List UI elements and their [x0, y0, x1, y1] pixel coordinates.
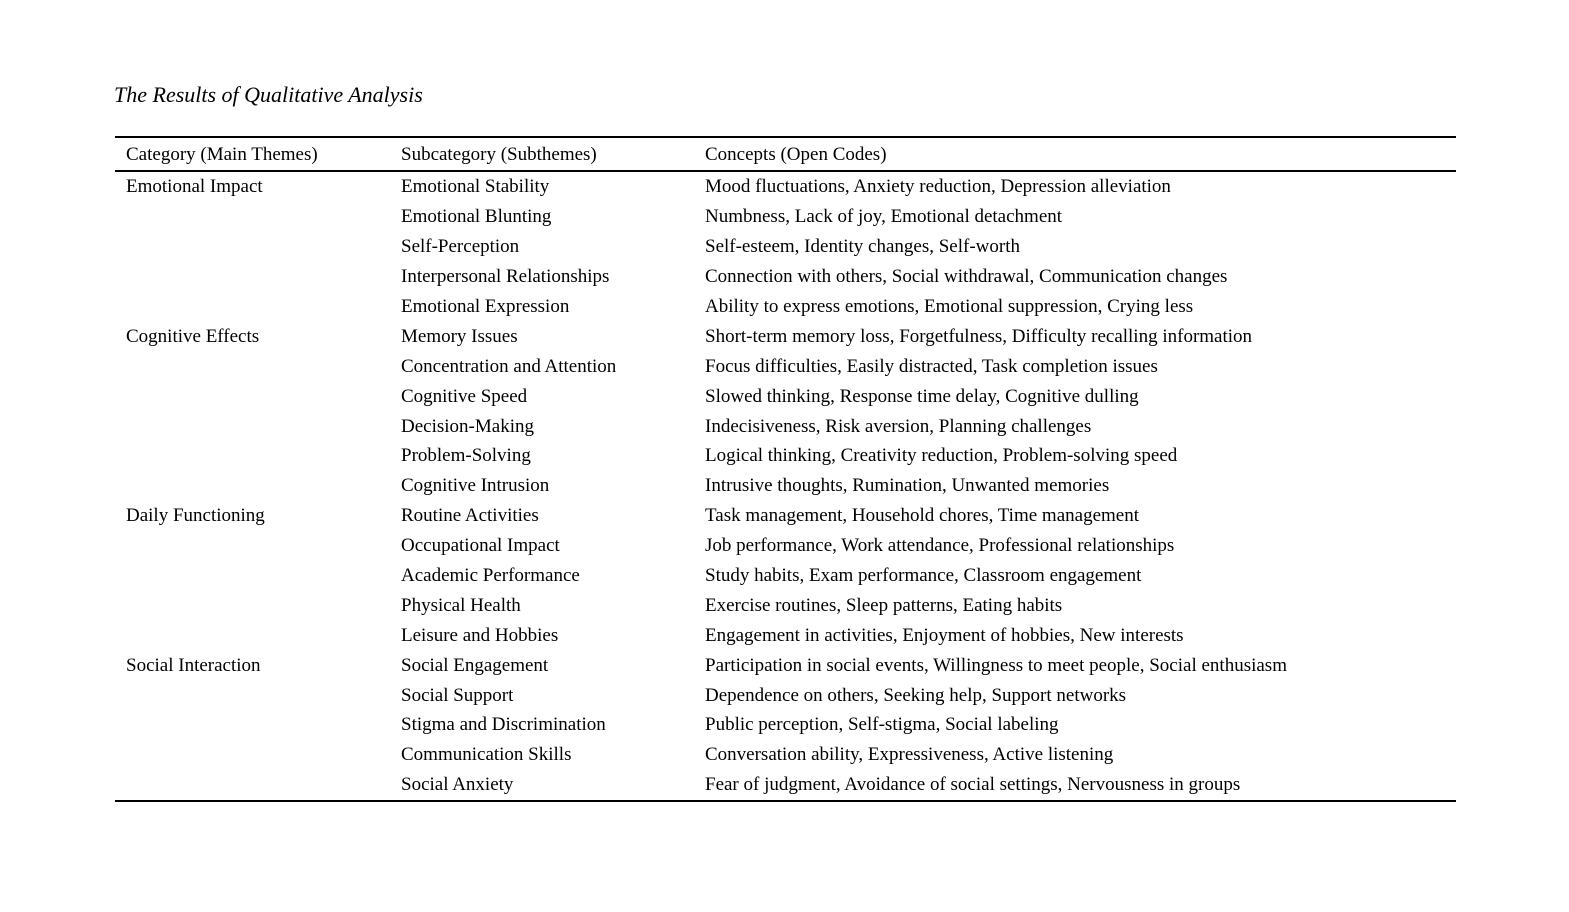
subcategory-cell: Leisure and Hobbies	[401, 624, 559, 646]
subcategory-cell: Self-Perception	[401, 236, 520, 258]
table-header-row	[115, 138, 1456, 172]
subcategory-cell: Physical Health	[401, 594, 521, 616]
subcategory-cell: Social Engagement	[401, 654, 549, 676]
table-body	[115, 172, 1456, 800]
concepts-cell: Focus difficulties, Easily distracted, Task completion issues	[705, 355, 1158, 377]
column-header-concepts: Concepts (Open Codes)	[705, 143, 887, 165]
concepts-cell: Public perception, Self-stigma, Social labeling	[705, 714, 1059, 736]
subcategory-cell: Routine Activities	[401, 505, 539, 527]
table-row	[115, 471, 1456, 501]
concepts-cell: Exercise routines, Sleep patterns, Eating habits	[705, 594, 1063, 616]
table-row	[115, 650, 1456, 680]
subcategory-cell: Social Anxiety	[401, 774, 514, 796]
subcategory-cell: Cognitive Speed	[401, 385, 528, 407]
subcategory-cell: Emotional Blunting	[401, 206, 552, 228]
table-row	[115, 740, 1456, 770]
subcategory-cell: Emotional Expression	[401, 296, 570, 317]
category-cell: Daily Functioning	[126, 505, 265, 527]
concepts-cell: Ability to express emotions, Emotional suppression, Crying less	[705, 296, 1194, 317]
column-header-category: Category (Main Themes)	[126, 143, 318, 165]
category-cell: Cognitive Effects	[126, 325, 260, 347]
concepts-cell: Slowed thinking, Response time delay, Cognitive dulling	[705, 385, 1139, 407]
table-row	[115, 620, 1456, 650]
subcategory-cell: Communication Skills	[401, 744, 572, 766]
table-row	[115, 590, 1456, 620]
concepts-cell: Study habits, Exam performance, Classroom engagement	[705, 565, 1142, 587]
table-row	[115, 292, 1456, 322]
concepts-cell: Mood fluctuations, Anxiety reduction, Depression alleviation	[705, 176, 1171, 198]
concepts-cell: Dependence on others, Seeking help, Support networks	[705, 684, 1127, 706]
subcategory-cell: Academic Performance	[401, 565, 580, 587]
table-title: The Results of Qualitative Analysis	[114, 82, 423, 107]
table-row	[115, 710, 1456, 740]
column-header-subcategory: Subcategory (Subthemes)	[401, 143, 597, 165]
concepts-cell: Numbness, Lack of joy, Emotional detachment	[705, 206, 1063, 228]
concepts-cell: Self-esteem, Identity changes, Self-worth	[705, 236, 1020, 258]
concepts-cell: Task management, Household chores, Time management	[705, 505, 1139, 527]
table-row	[115, 770, 1456, 800]
table-row	[115, 441, 1456, 471]
concepts-cell: Connection with others, Social withdrawal, Communication changes	[705, 266, 1228, 288]
table-row	[115, 202, 1456, 232]
concepts-cell: Intrusive thoughts, Rumination, Unwanted memories	[705, 475, 1110, 497]
category-cell: Emotional Impact	[126, 176, 263, 198]
qualitative-analysis-table	[115, 136, 1456, 802]
subcategory-cell: Concentration and Attention	[401, 355, 617, 377]
subcategory-cell: Occupational Impact	[401, 535, 560, 557]
category-cell: Social Interaction	[126, 654, 261, 676]
subcategory-cell: Interpersonal Relationships	[401, 266, 610, 288]
subcategory-cell: Stigma and Discrimination	[401, 714, 606, 736]
concepts-cell: Job performance, Work attendance, Professional relationships	[705, 535, 1175, 557]
concepts-cell: Indecisiveness, Risk aversion, Planning challenges	[705, 415, 1092, 437]
concepts-cell: Participation in social events, Willingness to meet people, Social enthusiasm	[705, 654, 1287, 676]
subcategory-cell: Memory Issues	[401, 325, 518, 347]
concepts-cell: Short-term memory loss, Forgetfulness, Difficulty recalling information	[705, 325, 1253, 347]
subcategory-cell: Social Support	[401, 684, 514, 706]
table-row	[115, 351, 1456, 381]
concepts-cell: Conversation ability, Expressiveness, Active listening	[705, 744, 1114, 766]
table-row	[115, 232, 1456, 262]
table-row	[115, 531, 1456, 561]
table-row	[115, 411, 1456, 441]
table-row	[115, 262, 1456, 292]
subcategory-cell: Cognitive Intrusion	[401, 475, 550, 497]
table-row	[115, 381, 1456, 411]
concepts-cell: Engagement in activities, Enjoyment of hobbies, New interests	[705, 624, 1184, 646]
concepts-cell: Logical thinking, Creativity reduction, Problem-solving speed	[705, 445, 1178, 467]
subcategory-cell: Decision-Making	[401, 415, 534, 437]
subcategory-cell: Problem-Solving	[401, 445, 531, 467]
table-row	[115, 321, 1456, 351]
table-row	[115, 501, 1456, 531]
concepts-cell: Fear of judgment, Avoidance of social settings, Nervousness in groups	[705, 774, 1241, 796]
table-row	[115, 561, 1456, 591]
table-row	[115, 172, 1456, 202]
table-row	[115, 680, 1456, 710]
subcategory-cell: Emotional Stability	[401, 176, 550, 198]
